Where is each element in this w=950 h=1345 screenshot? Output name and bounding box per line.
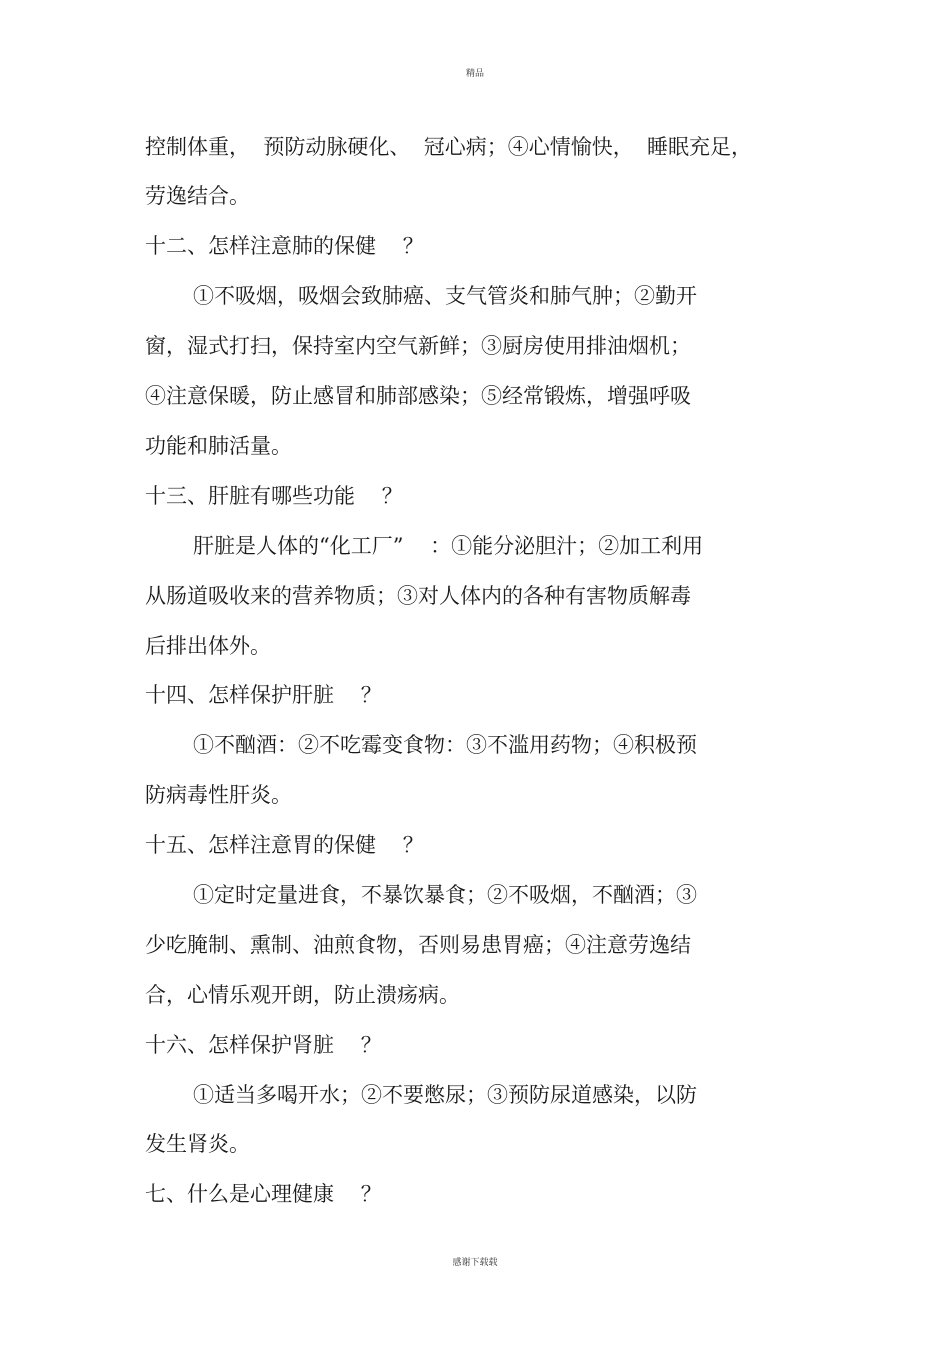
section-heading: 十二、怎样注意肺的保健 ？ [145, 234, 424, 258]
section-heading: 七、什么是心理健康 ？ [145, 1182, 382, 1206]
section-heading: 十三、肝脏有哪些功能 ？ [145, 484, 403, 508]
page-footer: 感谢下载载 [452, 1258, 498, 1268]
text-line: 少吃腌制、熏制、油煎食物，否则易患胃癌；④注意劳逸结 [145, 933, 691, 957]
text-line: 肝脏是人体的“化工厂” ：①能分泌胆汁；②加工利用 [193, 534, 704, 558]
text-line: 控制体重， 预防动脉硬化、 冠心病；④心情愉快， 睡眠充足， [145, 135, 753, 159]
text-line: 劳逸结合。 [145, 184, 250, 208]
page-header: 精品 [465, 69, 484, 79]
section-heading: 十五、怎样注意胃的保健 ？ [145, 833, 424, 857]
text-line: ①不吸烟，吸烟会致肺癌、支气管炎和肺气肿；②勤开 [193, 284, 697, 308]
text-line: 发生肾炎。 [145, 1132, 250, 1156]
text-line: ①适当多喝开水；②不要憋尿；③预防尿道感染，以防 [193, 1083, 697, 1107]
section-heading: 十四、怎样保护肝脏 ？ [145, 683, 382, 707]
section-heading: 十六、怎样保护肾脏 ？ [145, 1033, 382, 1057]
text-line: 防病毒性肝炎。 [145, 783, 292, 807]
text-line: 合，心情乐观开朗，防止溃疡病。 [145, 983, 460, 1007]
text-line: ④注意保暖，防止感冒和肺部感染；⑤经常锻炼，增强呼吸 [145, 384, 691, 408]
text-line: ①定时定量进食，不暴饮暴食；②不吸烟，不酗酒；③ [193, 883, 697, 907]
text-line: 功能和肺活量。 [145, 434, 292, 458]
text-line: 从肠道吸收来的营养物质；③对人体内的各种有害物质解毒 [145, 584, 691, 608]
text-line: 后排出体外。 [145, 634, 271, 658]
text-line: ①不酗酒：②不吃霉变食物：③不滥用药物；④积极预 [193, 733, 697, 757]
text-line: 窗，湿式打扫，保持室内空气新鲜；③厨房使用排油烟机； [145, 334, 691, 358]
